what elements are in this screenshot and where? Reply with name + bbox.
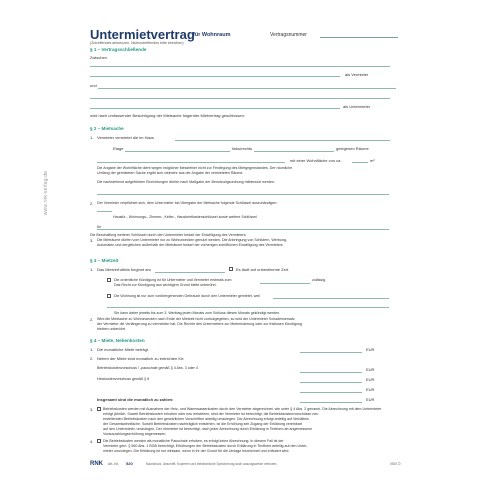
untermieter-field-3[interactable] bbox=[90, 108, 340, 109]
haus-field[interactable] bbox=[175, 140, 390, 141]
s4-p3-line-4: der Gesamtwohnfläche. Soweit Betriebskosten nachträglich entstehen, ist die Erhöhung seit Zugang der Erklärung vereinbart bbox=[103, 422, 302, 426]
extra-eur: EUR bbox=[366, 387, 375, 392]
s2-p2-text: Der Vermieter verpflichtet sich, dem Untermieter bei Übergabe der Mietsache folgende Schlüssel auszuhändigen: bbox=[97, 201, 278, 205]
unbestimmt-checkbox[interactable] bbox=[229, 267, 233, 271]
s2-p3-line-2: Automaten und dergleichen außerhalb der Mieträume bedarf der vorherigen schriftlichen Einwilligung des Vermieters. bbox=[97, 243, 284, 247]
miete-field[interactable] bbox=[300, 352, 362, 353]
rnk-logo: RNK bbox=[90, 461, 103, 467]
kuendigungsfrist-text: Sie kann daher jeweils bis zum 3. Werktag jeden Monats zum Schluss dieses Monats gekündigt werden. bbox=[114, 311, 281, 315]
etage-field[interactable] bbox=[125, 151, 230, 152]
gesamt-eur: EUR bbox=[366, 397, 375, 402]
header-note: (Zutreffendes ankreuzen, Nichtzutreffendes bitte streichen) bbox=[90, 41, 184, 45]
document-title: Untermietvertrag bbox=[90, 27, 195, 42]
s4-p3-line-6: Vorauszahlungserhöhung angemessen. bbox=[103, 432, 167, 436]
s4-p3-line-5: auf den Untermieter, umzulegen. Der Vermieter ist berechtigt, nach jeder Abrechnung durch Erklärung in Textform ab angemessene bbox=[103, 427, 313, 431]
betriebskosten-field[interactable] bbox=[300, 372, 362, 373]
und-label: und bbox=[90, 83, 97, 88]
m2-label: m² bbox=[370, 158, 375, 163]
beschaffung-text: Die Beschaffung weiterer Schlüssel durch den Untermieter bedarf der Einwilligung des Vermieters. bbox=[90, 233, 247, 237]
vermieter-field-2[interactable] bbox=[90, 76, 340, 77]
s4-p3-line-2: erfolgt jährlich. Soweit Betriebskosten erhoben oder neu entstehen, sind der Vermieter ist berechtigt, die Betriebskostenvorschüsse neu bbox=[103, 412, 319, 416]
nebenkosten-label: Neben der Miete sind monatlich zu entrichten für: bbox=[97, 356, 185, 361]
ordentlich-checkbox[interactable] bbox=[107, 278, 111, 282]
s3-p2-line-1: Wird die Mietsache zu Wohnzwecken nach Ende der Mietzeit nicht zurückgegeben, so wird der Untermieter Schadensersatz bbox=[97, 317, 295, 321]
grund-field-1[interactable] bbox=[273, 298, 389, 299]
fuer-label: für bbox=[97, 225, 102, 229]
voruebergehend-text: Die Wohnung ist nur zum vorübergehenden Gebrauch durch den Untermieter gemietet, weil bbox=[114, 294, 260, 298]
raeume-field[interactable] bbox=[97, 162, 285, 163]
gelegenen-label: gelegenen Räume bbox=[336, 146, 369, 151]
form-code: 0920 Ö bbox=[390, 462, 401, 466]
kuendigung-datum-field[interactable] bbox=[260, 283, 310, 284]
document-subtitle: für Wohnraum bbox=[193, 32, 231, 38]
gesamt-field[interactable] bbox=[300, 402, 362, 403]
miete-eur: EUR bbox=[366, 347, 375, 352]
s4-p2-number: 2. bbox=[90, 356, 94, 361]
unbestimmt-label: Es läuft auf unbestimmte Zeit. bbox=[236, 267, 289, 272]
section-1-heading: § 1 – Vertragsschließende bbox=[90, 47, 147, 52]
extra-field[interactable] bbox=[300, 392, 362, 393]
s2-p2-number: 2. bbox=[90, 201, 94, 206]
grund-field-2[interactable] bbox=[107, 307, 389, 308]
section-3-heading: § 3 – Mietzeit bbox=[90, 258, 119, 263]
s2-p1-number: 1. bbox=[90, 135, 94, 140]
wichtiger-grund-text: Das Recht zur Kündigung aus wichtigem Grund bleibt unberührt. bbox=[114, 283, 217, 287]
vertragsnummer-label: Vertragsnummer bbox=[270, 32, 307, 38]
section-2-heading: § 2 – Mietsache bbox=[90, 126, 124, 131]
s4-p4-line-3: mieter umzulegen. Die Erklärung ist nur wirksam, wenn in ihr der Grund für die Umlage bezeichnet und erläutert wird. bbox=[103, 449, 290, 453]
s3-p2-line-2: der Vermieter die Verlängerung zu vermeiden hat. Die Rechte des Untermieters zur Mietminderung oder zur fristlosen Kündigung bbox=[97, 322, 302, 326]
s3-p2-number: 2. bbox=[90, 317, 94, 322]
heizkosten-label: Heizkostenvorschuss gemäß § 6 bbox=[97, 377, 150, 381]
angabe-line-1: Die Angabe der Wohnfläche dient wegen möglicher Messfehler nicht zur Festlegung des Mietgegenstandes. Der räumliche bbox=[97, 166, 293, 170]
s2-p3-line-1: Die Mieträume dürfen vom Untermieter nur zu Wohnzwecken genutzt werden. Die Anbringung von Schildern, Werbung, bbox=[97, 238, 287, 242]
pauschale-checkbox[interactable] bbox=[97, 439, 101, 443]
weitere-schluessel-field[interactable] bbox=[97, 229, 389, 230]
als-vermieter-label: als Vermieter bbox=[345, 72, 369, 77]
zwischen-label: Zwischen bbox=[90, 55, 107, 60]
zulaessig-label: zulässig. bbox=[312, 278, 326, 282]
vertragsnummer-field[interactable] bbox=[320, 37, 398, 38]
schluessel-list: Haustür-, Wohnungs-, Zimmer-, Keller-, Hausbriefkastenschlüssel sowie weitere Schlüssel bbox=[113, 215, 257, 219]
s2-p3-number: 3. bbox=[90, 238, 94, 243]
wohnflaeche-label: mit einer Wohnfläche von ca. bbox=[290, 158, 342, 163]
s3-p1-number: 1. bbox=[90, 267, 94, 272]
s4-p4-line-2: Vermieter gem. § 560 Abs. 1 BGB berechtigt, Erhöhungen der Betriebskosten durch Erklärung in Textform anteilig auf den Unter- bbox=[103, 444, 308, 448]
s4-p4-number: 4. bbox=[90, 439, 94, 444]
side-url bbox=[36, 100, 49, 300]
s3-p2-line-3: bleiben unberührt. bbox=[97, 327, 126, 331]
lage-field[interactable] bbox=[254, 151, 334, 152]
s4-p1-number: 1. bbox=[90, 347, 94, 352]
section-4-heading: § 4 – Miete, Nebenkosten bbox=[90, 338, 145, 343]
s4-p4-line-1: Die Betriebskosten werden als monatliche Pauschale erhoben, es erfolgt keine Abrechnung. In diesem Fall ist der bbox=[103, 439, 284, 443]
abrechnung-checkbox[interactable] bbox=[97, 407, 101, 411]
untermieter-field-1[interactable] bbox=[98, 88, 396, 89]
section-1-closing: wird nach umfassender Besichtigung der Mietsache folgender Mietvertrag geschlossen: bbox=[90, 113, 245, 118]
ordentlich-text: Die ordentliche Kündigung ist für Untermieter und Vermieter erstmals zum bbox=[114, 278, 232, 282]
s4-p3-line-3: erstellenden Betriebskosten nach den gesetzlichen Vorschriften anteilig umzulegen. Die Abrechnung erfolgt anteilig auf Verhältnis bbox=[103, 417, 309, 421]
s4-p3-line-1: Betriebskosten werden mit Ausnahme der Heiz- und Warmwasserkosten durch den Vermieter abgerechnet, wie unter § 4 Abs. 2 genannt. Die Abrechnung mit dem Untermieter bbox=[103, 407, 382, 411]
s2-p1-text: Vermieter vermietet die im Haus bbox=[97, 135, 154, 140]
heizkosten-eur: EUR bbox=[366, 377, 375, 382]
article-number: 520 bbox=[126, 461, 133, 466]
wohnflaeche-field[interactable] bbox=[352, 162, 368, 163]
mietbeginn-label: Das Mietverhältnis beginnt am bbox=[97, 267, 151, 272]
etage-label: Etage bbox=[113, 146, 124, 151]
links-rechts-label: links/rechts bbox=[232, 146, 253, 151]
haustuer-count[interactable] bbox=[97, 211, 112, 212]
article-label: Art.-Nr. bbox=[108, 462, 119, 466]
side-url-text: www.rnk-verlag.de bbox=[43, 170, 49, 216]
betriebskosten-eur: EUR bbox=[366, 367, 375, 372]
s4-p3-number: 3. bbox=[90, 407, 94, 412]
einrichtungen-text: Die nachstehend aufgeführten Einrichtungen dürfen nach Maßgabe der Benutzungsordnung mitbenutzt werden: bbox=[97, 180, 276, 184]
voruebergehend-checkbox[interactable] bbox=[107, 294, 111, 298]
angabe-line-2: Umfang der gemieteten Sache ergibt sich vielmehr aus der Angabe der vermieteten Räume. bbox=[97, 171, 244, 175]
copyright-text: Nachdruck, Abschrift, Kopieren und elektronische Speicherung auch auszugsweise verboten. bbox=[146, 462, 278, 466]
als-untermieter-label: als Untermieter bbox=[343, 104, 371, 109]
mietbeginn-field[interactable] bbox=[155, 272, 225, 273]
heizkosten-field[interactable] bbox=[300, 382, 362, 383]
miete-label: Die monatliche Miete beträgt bbox=[97, 347, 148, 352]
gesamt-label: Insgesamt sind die monatlich zu zahlen: bbox=[97, 397, 174, 402]
untermieter-field-2[interactable] bbox=[90, 98, 390, 99]
einrichtungen-field[interactable] bbox=[97, 194, 389, 195]
betriebskosten-label: Betriebskostenvorschuss / -pauschale gemäß § 4 Abs. 3 oder 4 bbox=[97, 366, 198, 370]
vermieter-field-1[interactable] bbox=[90, 66, 390, 67]
